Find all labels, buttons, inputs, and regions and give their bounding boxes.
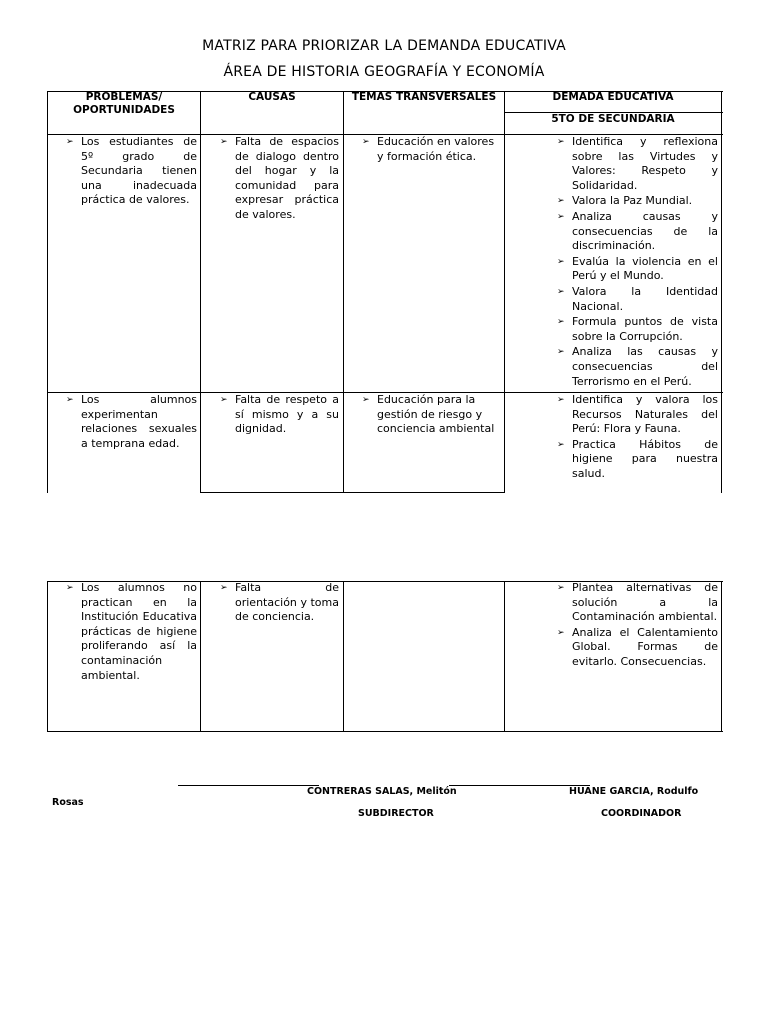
list-item: ➢ Evalúa la violencia en el Perú y el Mundo. [555,255,718,284]
list-item: ➢ Practica Hábitos de higiene para nuestra salud. [555,438,718,482]
header-temas: TEMAS TRANSVERSALES [351,91,497,103]
signature-name-1: CONTRERAS SALAS, Melitón [307,786,457,797]
row1-causa [218,135,339,224]
table2-col-left [47,581,48,732]
signature-rosas: Rosas [52,797,84,808]
col-border-right [721,91,722,493]
row2-demanda [555,393,718,483]
list-item: ➢ Falta de respeto a sí mismo y a su dignidad. [218,393,339,437]
document-title: MATRIZ PARA PRIORIZAR LA DEMANDA EDUCATIVA [202,38,566,54]
row1-demanda [555,135,718,390]
row3-causa [218,581,339,626]
header-grado: 5TO DE SECUNDARIA [551,113,675,125]
header-causas: CAUSAS [248,91,296,103]
table2-col-right [721,581,722,732]
document-subtitle: ÁREA DE HISTORIA GEOGRAFÍA Y ECONOMÍA [223,64,545,80]
row3-problema [64,581,197,684]
signature-line-1 [178,785,319,786]
list-item: ➢ Los alumnos no practican en la Institución Educativa prácticas de higiene proliferando así la contaminación ambiental. [64,581,197,683]
row2-tema [360,393,501,438]
col-border-1 [200,91,201,493]
col-border-3 [504,91,505,493]
table2-col-1 [200,581,201,732]
list-item: ➢ Analiza el Calentamiento Global. Formas de evitarlo. Consecuencias. [555,626,718,670]
list-item: ➢ Identifica y reflexiona sobre las Virtudes y Valores: Respeto y Solidaridad. [555,135,718,193]
row2-causa [218,393,339,438]
signature-name-2: HUANE GARCIA, Rodulfo [569,786,699,797]
list-item: ➢ Falta de espacios de dialogo dentro del hogar y la comunidad para expresar práctica de valores. [218,135,339,223]
list-item: ➢ Analiza las causas y consecuencias del Terrorismo en el Perú. [555,345,718,389]
list-item: ➢ Formula puntos de vista sobre la Corrupción. [555,315,718,344]
list-item: ➢ Analiza causas y consecuencias de la discriminación. [555,210,718,254]
list-item: ➢ Educación en valores y formación ética. [360,135,501,164]
row1-problema [64,135,197,209]
list-item: ➢ Los estudiantes de 5º grado de Secundaria tienen una inadecuada práctica de valores. [64,135,197,208]
list-item: ➢ Los alumnos experimentan relaciones sexuales a temprana edad. [64,393,197,451]
signature-role-2: COORDINADOR [601,808,682,819]
list-item: ➢ Valora la Paz Mundial. [555,194,718,209]
list-item: ➢ Valora la Identidad Nacional. [555,285,718,314]
row3-demanda [555,581,718,671]
row2-problema [64,393,197,452]
list-item: ➢ Educación para la gestión de riesgo y conciencia ambiental [360,393,501,437]
header-problemas: PROBLEMAS/ OPORTUNIDADES [73,91,175,116]
table-border-bottom [201,492,505,493]
table2-col-2 [343,581,344,732]
list-item: ➢ Plantea alternativas de solución a la Contaminación ambiental. [555,581,718,625]
table2-col-3 [504,581,505,732]
signature-role-1: SUBDIRECTOR [358,808,434,819]
row1-tema [360,135,501,165]
table2-border-bottom [47,731,723,732]
header-demanda: DEMADA EDUCATIVA [552,91,674,103]
col-border-left [47,91,48,493]
list-item: ➢ Falta de orientación y toma de conciencia. [218,581,339,625]
col-border-2 [343,91,344,493]
list-item: ➢ Identifica y valora los Recursos Naturales del Perú: Flora y Fauna. [555,393,718,437]
